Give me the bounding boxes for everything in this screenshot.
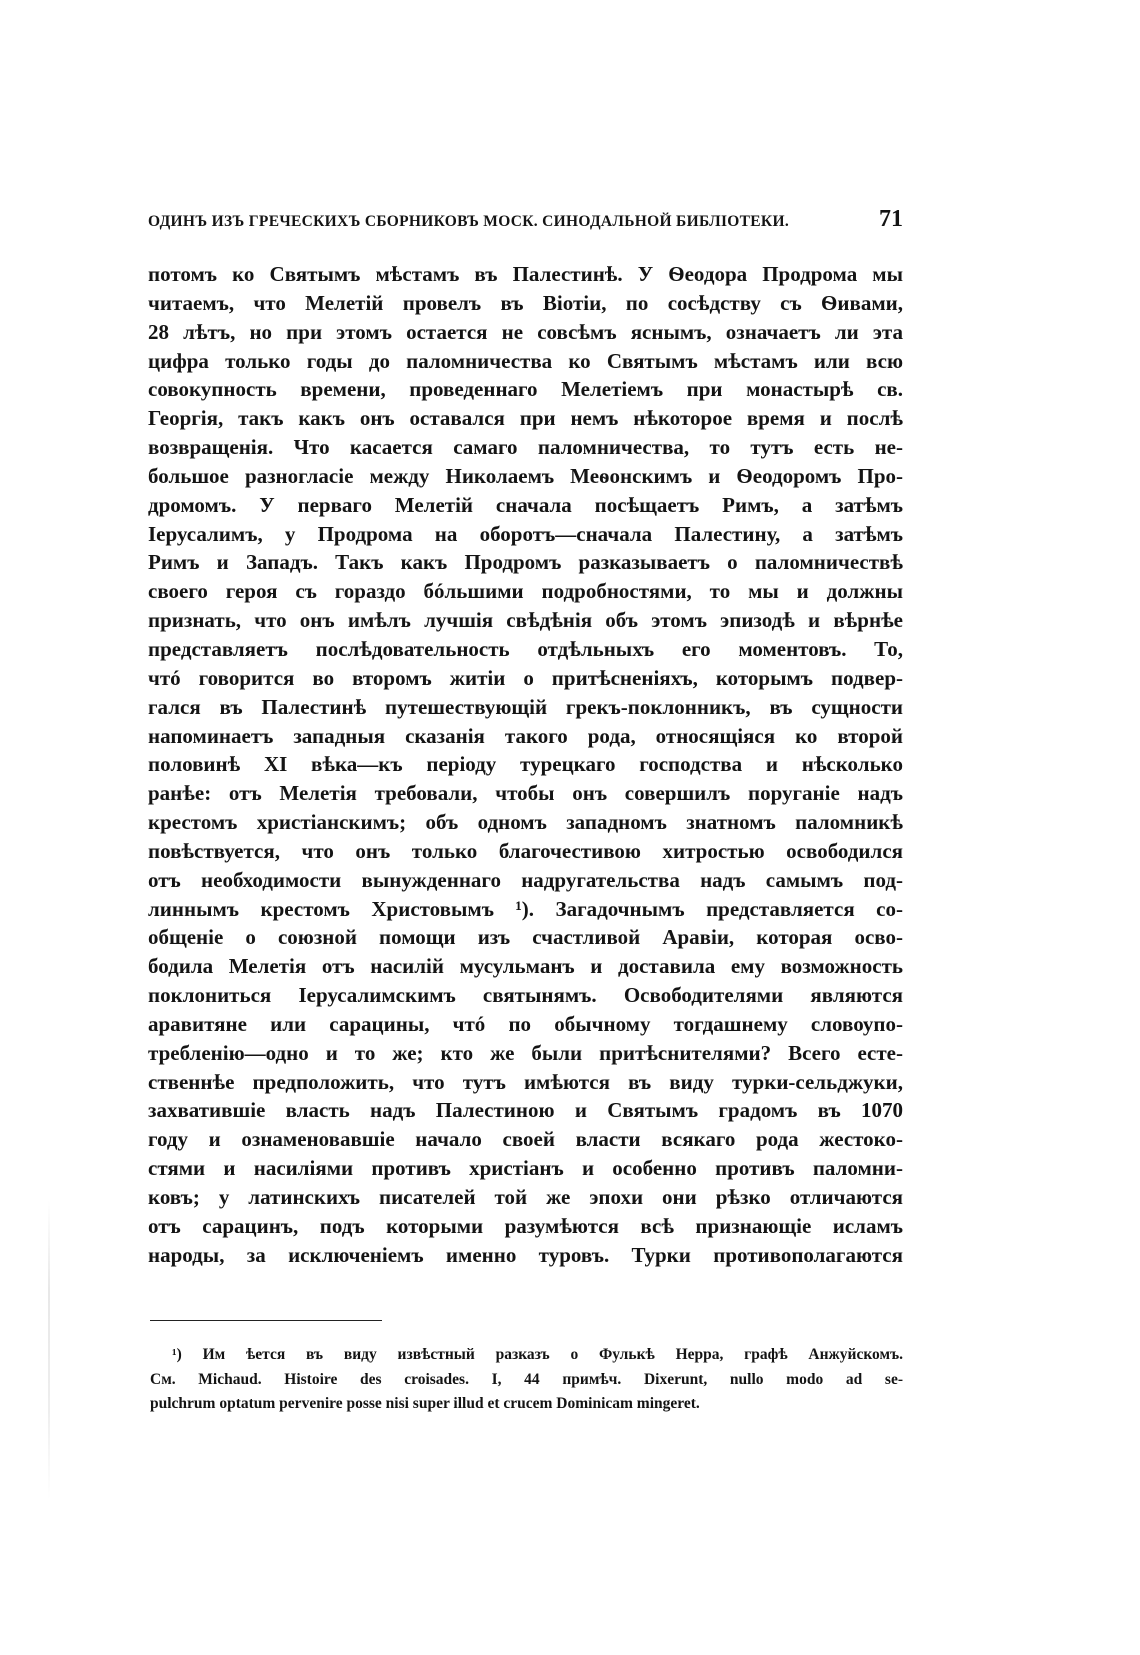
- text-line: своего героя съ гораздо бóльшими подробностями, то мы и должны: [148, 579, 903, 604]
- footnotes: [150, 1343, 903, 1417]
- text-line: поклониться Іерусалимскимъ святынямъ. Освободителями являются: [148, 983, 903, 1008]
- running-title: ОДИНЪ ИЗЪ ГРЕЧЕСКИХЪ СБОРНИКОВЪ МОСК. СИНОДАЛЬНОЙ БИБЛІОТЕКИ.: [148, 213, 789, 230]
- footnote-line: См. Michaud. Histoire des croisades. I, 44 примѣч. Dixerunt, nullo modo ad se-: [150, 1370, 903, 1388]
- text-line: читаемъ, что Мелетій провелъ въ Віотіи, по сосѣдству съ Ѳивами,: [148, 290, 903, 315]
- text-line: общеніе о союзной помощи изъ счастливой Аравіи, которая осво-: [148, 925, 903, 950]
- body-text: [148, 260, 903, 1270]
- text-line: отъ необходимости вынужденнаго надругательства надъ самымъ под-: [148, 867, 903, 892]
- text-line: линнымъ крестомъ Христовымъ ¹). Загадочнымъ представляется со-: [148, 896, 903, 921]
- text-line: большое разногласіе между Николаемъ Меѳонскимъ и Ѳеодоромъ Про-: [148, 463, 903, 488]
- text-line: половинѣ XI вѣка—къ періоду турецкаго господства и нѣсколько: [148, 752, 903, 777]
- text-line: году и ознаменовавшіе начало своей власти всякаго рода жестоко-: [148, 1127, 903, 1152]
- text-line: совокупность времени, проведеннаго Мелетіемъ при монастырѣ св.: [148, 377, 903, 402]
- text-line: Георгія, такъ какъ онъ оставался при немъ нѣкоторое время и послѣ: [148, 406, 903, 431]
- text-line: захватившіе власть надъ Палестиною и Святымъ градомъ въ 1070: [148, 1098, 903, 1123]
- text-line: дромомъ. У перваго Мелетій сначала посѣщаетъ Римъ, а затѣмъ: [148, 492, 903, 517]
- text-line: потомъ ко Святымъ мѣстамъ въ Палестинѣ. У Ѳеодора Продрома мы: [148, 262, 903, 286]
- text-line: бодила Мелетія отъ насилій мусульманъ и доставила ему возможность: [148, 954, 903, 979]
- text-line: возвращенія. Что касается самаго паломничества, то тутъ есть не-: [148, 435, 903, 460]
- text-line: ковъ; у латинскихъ писателей той же эпохи они рѣзко отличаются: [148, 1185, 903, 1209]
- text-line: Іерусалимъ, у Продрома на оборотъ—сначала Палестину, а затѣмъ: [148, 521, 903, 546]
- footnote-line: pulchrum optatum pervenire posse nisi super illud et crucem Dominicam mingeret.: [150, 1395, 700, 1412]
- text-line: признать, что онъ имѣлъ лучшія свѣдѣнія объ этомъ эпизодѣ и вѣрнѣе: [148, 608, 903, 633]
- text-line: 28 лѣтъ, но при этомъ остается не совсѣмъ яснымъ, означаетъ ли эта: [148, 319, 903, 344]
- text-line: стями и насиліями противъ христіанъ и особенно противъ паломни-: [148, 1156, 903, 1181]
- text-line: повѣствуется, что онъ только благочестивою хитростью освободился: [148, 838, 903, 863]
- text-line: представляетъ послѣдовательность отдѣльныхъ его моментовъ. То,: [148, 636, 903, 661]
- text-line: цифра только годы до паломничества ко Святымъ мѣстамъ или всю: [148, 348, 903, 373]
- text-line: аравитяне или сарацины, чтó по обычному тогдашнему словоупо-: [148, 1011, 903, 1036]
- scan-edge-mark: [48, 1200, 50, 1500]
- text-line: крестомъ христіанскимъ; объ одномъ западномъ знатномъ паломникѣ: [148, 810, 903, 835]
- text-line: чтó говорится во второмъ житіи о притѣсненіяхъ, которымъ подвер-: [148, 665, 903, 690]
- text-line: гался въ Палестинѣ путешествующій грекъ-поклонникъ, въ сущности: [148, 694, 903, 719]
- text-line: Римъ и Западъ. Такъ какъ Продромъ разказываетъ о паломничествѣ: [148, 550, 903, 575]
- text-line: напоминаетъ западныя сказанія такого рода, относящіяся ко второй: [148, 723, 903, 748]
- text-line: народы, за исключеніемъ именно туровъ. Турки противополагаются: [148, 1242, 903, 1267]
- text-line: отъ сарацинъ, подъ которыми разумѣются всѣ признающіе исламъ: [148, 1213, 903, 1238]
- text-line: ственнѣе предположить, что тутъ имѣются въ виду турки-сельджуки,: [148, 1069, 903, 1094]
- running-head: [148, 206, 903, 233]
- footnote-rule: [150, 1320, 382, 1321]
- page-number: 71: [879, 206, 903, 232]
- text-line: ранѣе: отъ Мелетія требовали, чтобы онъ совершилъ поруганіе надъ: [148, 781, 903, 806]
- text-line: требленію—одно и то же; кто же были притѣснителями? Всего есте-: [148, 1040, 903, 1065]
- footnote-line: ¹) Им ѣется въ виду извѣстный разказъ о Фулькѣ Нерра, графѣ Анжуйскомъ.: [172, 1346, 903, 1363]
